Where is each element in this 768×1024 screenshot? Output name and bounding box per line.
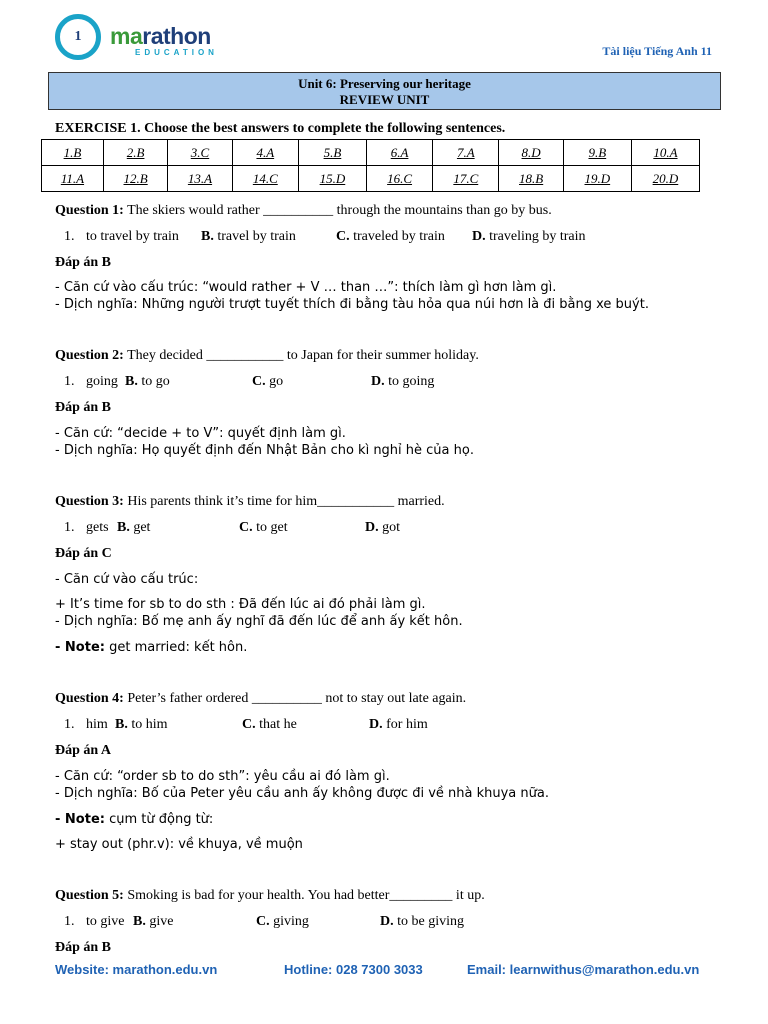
- answer-key-cell: 9.B: [563, 140, 631, 166]
- option-b-letter: B.: [125, 374, 138, 389]
- option-d-letter: D.: [472, 229, 486, 244]
- unit-subtitle: REVIEW UNIT: [339, 92, 430, 107]
- option-c-letter: C.: [256, 914, 270, 929]
- footer-email[interactable]: Email: learnwithus@marathon.edu.vn: [467, 962, 700, 977]
- option-c-letter: C.: [252, 374, 266, 389]
- option-b-letter: B.: [133, 914, 146, 929]
- option-a: to give: [86, 914, 125, 929]
- option-d: to going: [388, 374, 435, 389]
- explanation-line: - Dịch nghĩa: Bố của Peter yêu cầu anh ấy không được đi về nhà khuya nữa.: [55, 786, 549, 801]
- option-number: 1.: [64, 717, 75, 732]
- answer-label: Đáp án C: [55, 546, 112, 561]
- note-text: get married: kết hôn.: [104, 640, 248, 655]
- option-number: 1.: [64, 374, 75, 389]
- explanation-line: - Căn cứ vào cấu trúc:: [55, 572, 199, 587]
- option-b: to him: [131, 717, 168, 732]
- answer-label: Đáp án A: [55, 743, 112, 758]
- note-label: - Note:: [55, 812, 105, 827]
- question-label: Question 4:: [55, 691, 124, 706]
- answer-key-cell: 14.C: [232, 166, 298, 192]
- option-c: to get: [256, 520, 288, 535]
- option-a: to travel by train: [86, 229, 179, 244]
- question-2: [55, 347, 479, 364]
- question-5-options: [64, 913, 664, 930]
- option-b-letter: B.: [115, 717, 128, 732]
- explanation-line: - Căn cứ: “decide + to V”: quyết định làm gì.: [55, 426, 346, 441]
- question-label: Question 1:: [55, 203, 124, 218]
- option-d: for him: [386, 717, 428, 732]
- question-3-options: [64, 519, 664, 536]
- answer-key-cell: 11.A: [42, 166, 104, 192]
- note-line: [55, 639, 247, 656]
- unit-title-box: [48, 72, 721, 110]
- unit-title: Unit 6: Preserving our heritage: [298, 76, 471, 91]
- option-number: 1.: [64, 914, 75, 929]
- option-d: to be giving: [397, 914, 465, 929]
- option-b-letter: B.: [117, 520, 130, 535]
- option-d-letter: D.: [371, 374, 385, 389]
- answer-label: Đáp án B: [55, 255, 112, 270]
- note-extra: + stay out (phr.v): về khuya, về muộn: [55, 837, 303, 852]
- answer-key-cell: 2.B: [103, 140, 167, 166]
- answer-key-cell: 19.D: [563, 166, 631, 192]
- note-line: [55, 811, 213, 828]
- question-label: Question 2:: [55, 348, 124, 363]
- question-text: They decided ___________ to Japan for their summer holiday.: [123, 348, 479, 363]
- option-b: get: [133, 520, 151, 535]
- option-a: gets: [86, 520, 109, 535]
- option-c-letter: C.: [239, 520, 253, 535]
- answer-label: Đáp án B: [55, 940, 112, 955]
- answer-key-cell: 3.C: [168, 140, 232, 166]
- option-d-letter: D.: [365, 520, 379, 535]
- document-title: Tài liệu Tiếng Anh 11: [602, 44, 712, 58]
- footer-hotline: Hotline: 028 7300 3033: [284, 962, 423, 977]
- option-d: traveling by train: [489, 229, 586, 244]
- question-1: [55, 202, 552, 219]
- logo-subtitle: EDUCATION: [135, 48, 218, 57]
- logo-word-part2: rathon: [142, 23, 211, 49]
- question-3: [55, 493, 445, 510]
- answer-key-cell: 8.D: [499, 140, 563, 166]
- option-d-letter: D.: [369, 717, 383, 732]
- option-b: travel by train: [217, 229, 296, 244]
- question-label: Question 5:: [55, 888, 124, 903]
- note-label: - Note:: [55, 640, 105, 655]
- explanation-line: + It’s time for sb to do sth : Đã đến lúc ai đó phải làm gì.: [55, 597, 426, 612]
- answer-key-cell: 4.A: [232, 140, 298, 166]
- question-1-options: [64, 228, 664, 245]
- answer-key-cell: 10.A: [631, 140, 699, 166]
- explanation-line: - Dịch nghĩa: Bố mẹ anh ấy nghĩ đã đến lúc để anh ấy kết hôn.: [55, 614, 463, 629]
- explanation-line: - Căn cứ vào cấu trúc: “would rather + V … than …”: thích làm gì hơn làm gì.: [55, 280, 557, 295]
- answer-key-cell: 6.A: [366, 140, 432, 166]
- answer-key-cell: 15.D: [298, 166, 366, 192]
- explanation-line: - Dịch nghĩa: Họ quyết định đến Nhật Bản cho kì nghỉ hè của họ.: [55, 443, 474, 458]
- answer-key-row: [42, 166, 700, 192]
- note-text: cụm từ động từ:: [104, 812, 214, 827]
- question-4: [55, 690, 466, 707]
- option-c-letter: C.: [242, 717, 256, 732]
- question-text: Peter’s father ordered __________ not to stay out late again.: [123, 691, 467, 706]
- option-b-letter: B.: [201, 229, 214, 244]
- page-number: 1: [74, 29, 82, 44]
- marathon-logo: [110, 24, 211, 48]
- option-b: give: [149, 914, 174, 929]
- answer-key-cell: 18.B: [499, 166, 563, 192]
- logo-word-part1: ma: [110, 23, 143, 49]
- question-5: [55, 887, 485, 904]
- option-c-letter: C.: [336, 229, 350, 244]
- answer-key-cell: 17.C: [433, 166, 499, 192]
- answer-key-row: [42, 140, 700, 166]
- question-text: His parents think it’s time for him___________ married.: [123, 494, 445, 509]
- option-d-letter: D.: [380, 914, 394, 929]
- option-c: that he: [259, 717, 297, 732]
- option-c: go: [269, 374, 284, 389]
- page-number-badge: [55, 14, 101, 60]
- answer-key-cell: 16.C: [366, 166, 432, 192]
- answer-key-cell: 20.D: [631, 166, 699, 192]
- question-4-options: [64, 716, 664, 733]
- option-number: 1.: [64, 229, 75, 244]
- question-text: Smoking is bad for your health. You had better_________ it up.: [123, 888, 485, 903]
- answer-key-cell: 12.B: [103, 166, 167, 192]
- answer-key-cell: 7.A: [433, 140, 499, 166]
- answer-key-cell: 13.A: [168, 166, 232, 192]
- option-c: traveled by train: [353, 229, 445, 244]
- option-d: got: [382, 520, 401, 535]
- option-c: giving: [273, 914, 309, 929]
- option-number: 1.: [64, 520, 75, 535]
- question-label: Question 3:: [55, 494, 124, 509]
- option-a: going: [86, 374, 118, 389]
- option-a: him: [86, 717, 108, 732]
- answer-key-cell: 1.B: [42, 140, 104, 166]
- question-2-options: [64, 373, 664, 390]
- explanation-line: - Căn cứ: “order sb to do sth”: yêu cầu ai đó làm gì.: [55, 769, 390, 784]
- option-b: to go: [141, 374, 170, 389]
- answer-key-table: [41, 139, 700, 192]
- exercise-heading: EXERCISE 1. Choose the best answers to complete the following sentences.: [55, 121, 506, 136]
- question-text: The skiers would rather __________ through the mountains than go by bus.: [123, 203, 552, 218]
- answer-key-cell: 5.B: [298, 140, 366, 166]
- answer-label: Đáp án B: [55, 400, 112, 415]
- footer-website[interactable]: Website: marathon.edu.vn: [55, 962, 218, 977]
- explanation-line: - Dịch nghĩa: Những người trượt tuyết thích đi bằng tàu hỏa qua núi hơn là đi bằng xe buýt.: [55, 297, 649, 312]
